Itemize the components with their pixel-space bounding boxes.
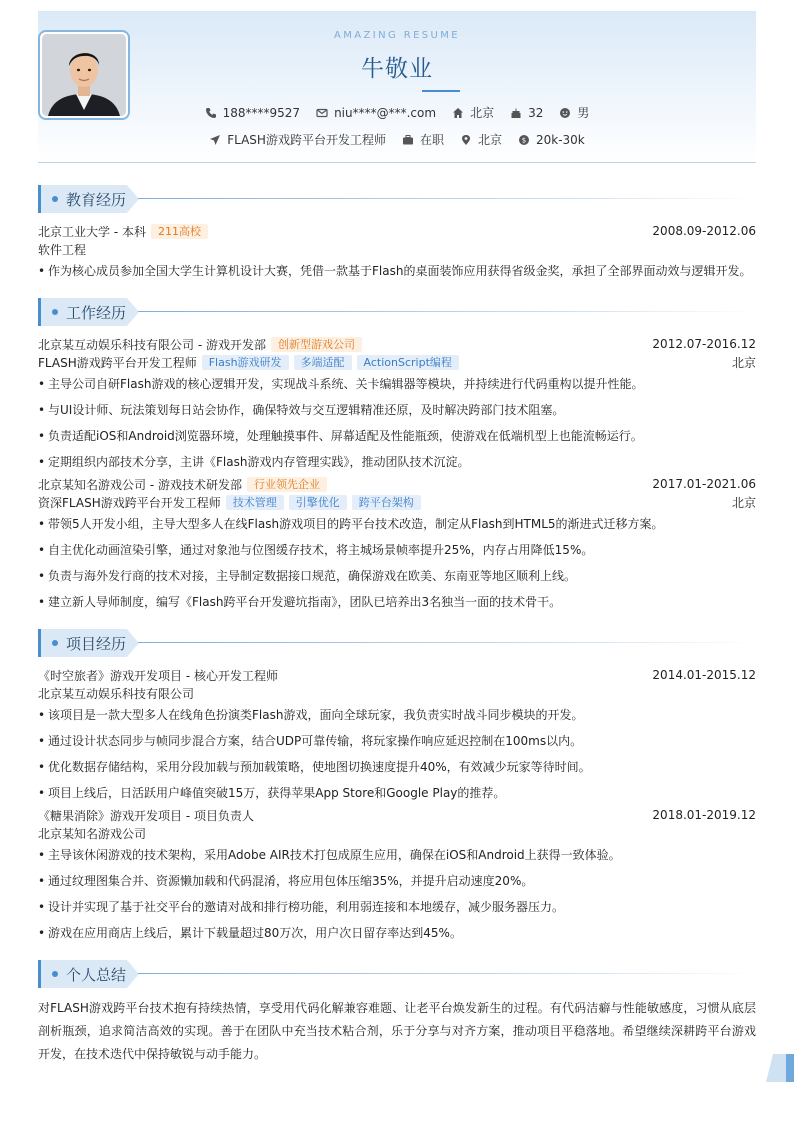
list-item: • 定期组织内部技术分享，主讲《Flash游戏内存管理实践》，推动团队技术沉淀。 [38,453,756,470]
work-role-row [38,353,756,371]
section-title-text: 教育经历 [66,191,127,209]
section-title-summary [38,960,756,988]
target-city-value: 北京 [477,133,502,147]
mail-icon [316,107,328,119]
money-icon [518,134,530,146]
work-company: 北京某互动娱乐科技有限公司 - 游戏开发部 [38,337,266,352]
age-item [510,106,543,120]
city-value: 北京 [470,106,495,120]
work-location: 北京 [731,355,756,370]
work-tag: 行业领先企业 [247,477,327,492]
section-title-line [138,198,756,199]
corner-decoration [766,1054,794,1082]
status-value: 在职 [419,133,444,147]
list-item: • 自主优化动画渲染引擎，通过对象池与位图缓存技术，将主城场景帧率提升25%，内存占用降低15%。 [38,541,756,558]
list-item: • 通过纹理图集合并、资源懒加载和代码混淆，将应用包体压缩35%，并提升启动速度20%。 [38,872,756,889]
skill-tag: 技术管理 [226,495,284,510]
list-item: • 主导公司自研Flash游戏的核心逻辑开发，实现战斗系统、关卡编辑器等模块，并持续进行代码重构以提升性能。 [38,375,756,392]
project-company-row [38,824,756,842]
section-title-text: 个人总结 [66,966,127,984]
project-period: 2018.01-2019.12 [652,808,756,822]
gender-icon [559,107,571,119]
job-title-value: FLASH游戏跨平台开发工程师 [227,133,386,147]
send-icon [209,134,221,146]
project-header [38,806,756,824]
contact-row [38,104,756,121]
job-intent-row [38,131,756,148]
phone-icon [205,107,217,119]
section-title-dot [52,640,58,646]
education-school: 北京工业大学 - 本科 [38,224,146,239]
project-header [38,666,756,684]
list-item: • 负责适配iOS和Android浏览器环境，处理触摸事件、屏幕适配及性能瓶颈，使游戏在低端机型上也能流畅运行。 [38,427,756,444]
city-item [452,104,494,121]
age-value: 32 [528,105,544,120]
skill-tag: ActionScript编程 [357,355,459,370]
work-header [38,335,756,353]
list-item: • 主导该休闲游戏的技术架构，采用Adobe AIR技术打包成原生应用，确保在iOS和Android上获得一致体验。 [38,846,756,863]
target-city-item [460,131,502,148]
corner-decoration-dark [786,1054,794,1082]
section-title-dot [52,971,58,977]
work-role: 资深FLASH游戏跨平台开发工程师 [38,495,221,510]
cake-icon [510,107,522,119]
gender-item [559,104,589,121]
svg-text:$: $ [521,136,527,144]
list-item: • 作为核心成员参加全国大学生计算机设计大赛，凭借一款基于Flash的桌面装饰应用获得省级金奖，承担了全部界面动效与逻辑开发。 [38,262,756,279]
section-title-line [138,311,756,312]
section-title-line [138,642,756,643]
skill-tag: 跨平台架构 [352,495,421,510]
section-title-education [38,185,756,213]
list-item: • 优化数据存储结构，采用分段加载与预加载策略，使地图切换速度提升40%，有效减少玩家等待时间。 [38,758,756,775]
phone-value: 188****9527 [222,105,301,120]
work-role: FLASH游戏跨平台开发工程师 [38,355,197,370]
name-underline [422,90,460,92]
section-title-text: 工作经历 [66,304,127,322]
skill-tag: Flash游戏研发 [202,355,289,370]
resume-tagline: AMAZING RESUME [334,30,460,41]
project-title: 《糖果消除》游戏开发项目 - 项目负责人 [38,808,254,823]
project-company: 北京某知名游戏公司 [38,826,147,841]
briefcase-icon [402,134,414,146]
project-period: 2014.01-2015.12 [652,668,756,682]
education-major: 软件工程 [38,242,87,257]
location-icon [460,134,472,146]
project-title: 《时空旅者》游戏开发项目 - 核心开发工程师 [38,668,278,683]
list-item: • 建立新人导师制度，编写《Flash跨平台开发避坑指南》，团队已培养出3名独当一面的技术骨干。 [38,593,756,610]
salary-value: 20k-30k [535,132,585,147]
work-period: 2012.07-2016.12 [652,337,756,351]
section-title-work [38,298,756,326]
phone-item [205,106,300,120]
list-item: • 通过设计状态同步与帧同步混合方案，结合UDP可靠传输，将玩家操作响应延迟控制在100ms以内。 [38,732,756,749]
work-location: 北京 [731,495,756,510]
section-title-text: 项目经历 [66,635,127,653]
skill-tag: 多端适配 [294,355,352,370]
work-company: 北京某知名游戏公司 - 游戏技术研发部 [38,477,242,492]
skill-tag: 引擎优化 [289,495,347,510]
section-title-line [138,973,756,974]
resume-header [38,11,756,163]
job-title-item [209,131,386,148]
education-period: 2008.09-2012.06 [652,224,756,238]
work-role-row [38,493,756,511]
email-item [316,106,436,120]
summary-text: 对FLASH游戏跨平台技术抱有持续热情，享受用代码化解兼容难题、让老平台焕发新生的过程。有代码洁癖与性能敏感度，习惯从底层剖析瓶颈，追求简洁高效的实现。善于在团队中充当技术粘合剂，乐于分享与对齐方案，推动项目平稳落地。希望继续深耕跨平台游戏开发，在技术迭代中保持敏锐与动手能力。 [38,1001,756,1061]
status-item [402,131,444,148]
gender-value: 男 [577,106,590,120]
list-item: • 设计并实现了基于社交平台的邀请对战和排行榜功能，利用弱连接和本地缓存，减少服务器压力。 [38,898,756,915]
education-header [38,222,756,240]
project-company: 北京某互动娱乐科技有限公司 [38,686,195,701]
list-item: • 与UI设计师、玩法策划每日站会协作，确保特效与交互逻辑精准还原，及时解决跨部门技术阻塞。 [38,401,756,418]
work-tag: 创新型游戏公司 [271,337,362,352]
project-company-row [38,684,756,702]
list-item: • 项目上线后，日活跃用户峰值突破15万，获得苹果App Store和Google Play的推荐。 [38,784,756,801]
work-period: 2017.01-2021.06 [652,477,756,491]
work-header [38,475,756,493]
salary-item [518,133,585,147]
education-major-row [38,240,756,258]
section-title-dot [52,309,58,315]
list-item: • 带领5人开发小组，主导大型多人在线Flash游戏项目的跨平台技术改造，制定从Flash到HTML5的渐进式迁移方案。 [38,515,756,532]
list-item: • 负责与海外发行商的技术对接，主导制定数据接口规范，确保游戏在欧美、东南亚等地区顺利上线。 [38,567,756,584]
education-tag: 211高校 [151,224,208,239]
list-item: • 游戏在应用商店上线后，累计下载量超过80万次，用户次日留存率达到45%。 [38,924,756,941]
home-icon [452,107,464,119]
list-item: • 该项目是一款大型多人在线角色扮演类Flash游戏，面向全球玩家，我负责实时战斗同步模块的开发。 [38,706,756,723]
candidate-name: 牛敬业 [361,56,433,82]
email-value: niu****@***.com [334,105,437,120]
section-title-dot [52,196,58,202]
section-title-projects [38,629,756,657]
